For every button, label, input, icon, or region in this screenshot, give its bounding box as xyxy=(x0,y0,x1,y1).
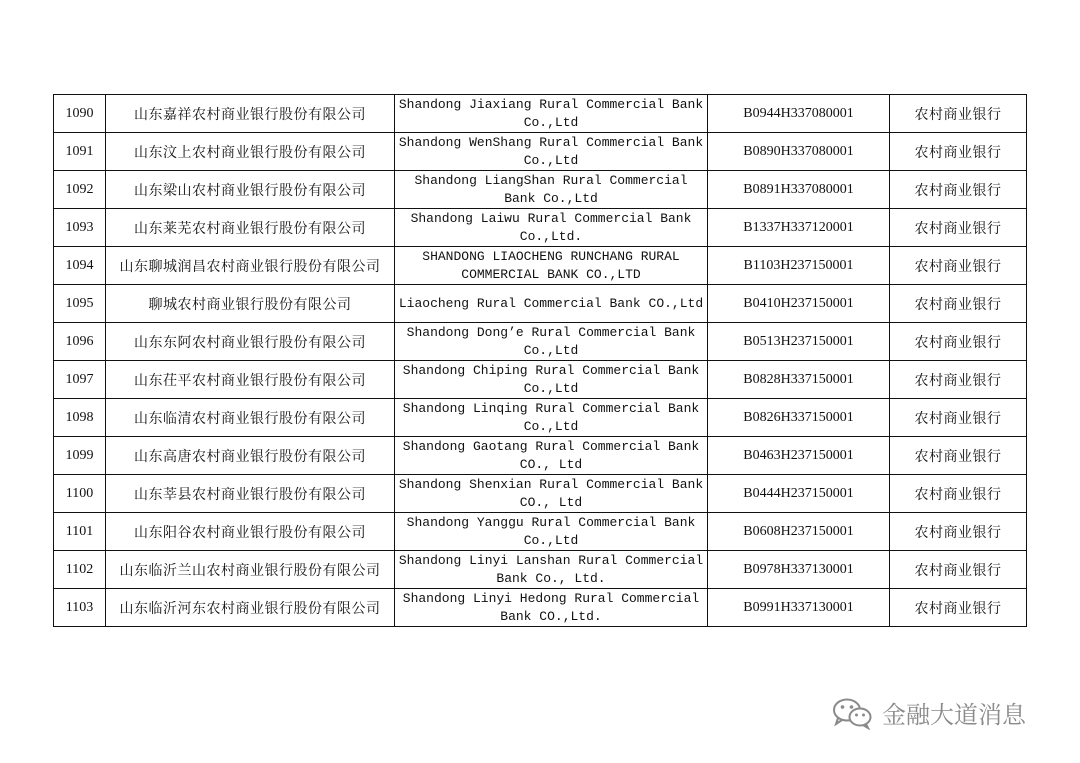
english-name-cell: Shandong WenShang Rural Commercial Bank Co.,Ltd xyxy=(395,133,708,171)
chinese-name-cell: 山东嘉祥农村商业银行股份有限公司 xyxy=(106,95,395,133)
institution-code-cell: B1103H237150001 xyxy=(708,247,890,285)
chinese-name-cell: 山东临沂兰山农村商业银行股份有限公司 xyxy=(106,551,395,589)
table-body xyxy=(54,95,1027,627)
chinese-name-cell: 山东高唐农村商业银行股份有限公司 xyxy=(106,437,395,475)
institution-code-cell: B0608H237150001 xyxy=(708,513,890,551)
english-name-cell: SHANDONG LIAOCHENG RUNCHANG RURAL COMMERCIAL BANK CO.,LTD xyxy=(395,247,708,285)
row-number-cell: 1091 xyxy=(54,133,106,171)
institution-code-cell: B0513H237150001 xyxy=(708,323,890,361)
institution-code-cell: B0890H337080001 xyxy=(708,133,890,171)
institution-type-cell: 农村商业银行 xyxy=(890,133,1027,171)
row-number-cell: 1103 xyxy=(54,589,106,627)
english-name-cell: Shandong LiangShan Rural Commercial Bank Co.,Ltd xyxy=(395,171,708,209)
row-number-cell: 1102 xyxy=(54,551,106,589)
row-number-cell: 1093 xyxy=(54,209,106,247)
chinese-name-cell: 山东梁山农村商业银行股份有限公司 xyxy=(106,171,395,209)
english-name-cell: Shandong Chiping Rural Commercial Bank Co.,Ltd xyxy=(395,361,708,399)
institution-code-cell: B0828H337150001 xyxy=(708,361,890,399)
chinese-name-cell: 山东汶上农村商业银行股份有限公司 xyxy=(106,133,395,171)
institution-code-cell: B0978H337130001 xyxy=(708,551,890,589)
institution-type-cell: 农村商业银行 xyxy=(890,513,1027,551)
table-row xyxy=(54,171,1027,209)
institution-table xyxy=(53,94,1027,627)
institution-type-cell: 农村商业银行 xyxy=(890,399,1027,437)
english-name-cell: Shandong Dong’e Rural Commercial Bank Co.,Ltd xyxy=(395,323,708,361)
table-row xyxy=(54,437,1027,475)
chinese-name-cell: 山东临沂河东农村商业银行股份有限公司 xyxy=(106,589,395,627)
table-row xyxy=(54,209,1027,247)
institution-table-container xyxy=(53,94,1027,627)
wechat-icon xyxy=(830,696,874,730)
table-row xyxy=(54,133,1027,171)
institution-type-cell: 农村商业银行 xyxy=(890,323,1027,361)
institution-code-cell: B1337H337120001 xyxy=(708,209,890,247)
english-name-cell: Shandong Linyi Lanshan Rural Commercial Bank Co., Ltd. xyxy=(395,551,708,589)
chinese-name-cell: 山东聊城润昌农村商业银行股份有限公司 xyxy=(106,247,395,285)
table-row xyxy=(54,361,1027,399)
institution-type-cell: 农村商业银行 xyxy=(890,437,1027,475)
table-row xyxy=(54,551,1027,589)
institution-code-cell: B0410H237150001 xyxy=(708,285,890,323)
institution-type-cell: 农村商业银行 xyxy=(890,589,1027,627)
row-number-cell: 1098 xyxy=(54,399,106,437)
row-number-cell: 1095 xyxy=(54,285,106,323)
institution-type-cell: 农村商业银行 xyxy=(890,209,1027,247)
english-name-cell: Shandong Linyi Hedong Rural Commercial Bank CO.,Ltd. xyxy=(395,589,708,627)
institution-type-cell: 农村商业银行 xyxy=(890,171,1027,209)
chinese-name-cell: 聊城农村商业银行股份有限公司 xyxy=(106,285,395,323)
institution-code-cell: B0891H337080001 xyxy=(708,171,890,209)
institution-type-cell: 农村商业银行 xyxy=(890,475,1027,513)
row-number-cell: 1100 xyxy=(54,475,106,513)
row-number-cell: 1101 xyxy=(54,513,106,551)
institution-type-cell: 农村商业银行 xyxy=(890,285,1027,323)
table-row xyxy=(54,323,1027,361)
chinese-name-cell: 山东莘县农村商业银行股份有限公司 xyxy=(106,475,395,513)
table-row xyxy=(54,589,1027,627)
row-number-cell: 1092 xyxy=(54,171,106,209)
institution-code-cell: B0944H337080001 xyxy=(708,95,890,133)
english-name-cell: Shandong Jiaxiang Rural Commercial Bank Co.,Ltd xyxy=(395,95,708,133)
chinese-name-cell: 山东茌平农村商业银行股份有限公司 xyxy=(106,361,395,399)
institution-type-cell: 农村商业银行 xyxy=(890,551,1027,589)
institution-type-cell: 农村商业银行 xyxy=(890,361,1027,399)
row-number-cell: 1099 xyxy=(54,437,106,475)
watermark xyxy=(830,695,1026,730)
table-row xyxy=(54,399,1027,437)
english-name-cell: Shandong Shenxian Rural Commercial Bank CO., Ltd xyxy=(395,475,708,513)
table-row xyxy=(54,247,1027,285)
table-row xyxy=(54,513,1027,551)
table-row xyxy=(54,95,1027,133)
chinese-name-cell: 山东临清农村商业银行股份有限公司 xyxy=(106,399,395,437)
row-number-cell: 1090 xyxy=(54,95,106,133)
english-name-cell: Shandong Yanggu Rural Commercial Bank Co.,Ltd xyxy=(395,513,708,551)
chinese-name-cell: 山东东阿农村商业银行股份有限公司 xyxy=(106,323,395,361)
english-name-cell: Shandong Gaotang Rural Commercial Bank CO., Ltd xyxy=(395,437,708,475)
institution-type-cell: 农村商业银行 xyxy=(890,95,1027,133)
row-number-cell: 1096 xyxy=(54,323,106,361)
english-name-cell: Liaocheng Rural Commercial Bank CO.,Ltd xyxy=(395,285,708,323)
institution-code-cell: B0444H237150001 xyxy=(708,475,890,513)
institution-code-cell: B0463H237150001 xyxy=(708,437,890,475)
institution-type-cell: 农村商业银行 xyxy=(890,247,1027,285)
table-row xyxy=(54,285,1027,323)
row-number-cell: 1094 xyxy=(54,247,106,285)
institution-code-cell: B0991H337130001 xyxy=(708,589,890,627)
english-name-cell: Shandong Linqing Rural Commercial Bank Co.,Ltd xyxy=(395,399,708,437)
row-number-cell: 1097 xyxy=(54,361,106,399)
english-name-cell: Shandong Laiwu Rural Commercial Bank Co.,Ltd. xyxy=(395,209,708,247)
watermark-text: 金融大道消息 xyxy=(882,701,1026,729)
chinese-name-cell: 山东莱芜农村商业银行股份有限公司 xyxy=(106,209,395,247)
table-row xyxy=(54,475,1027,513)
chinese-name-cell: 山东阳谷农村商业银行股份有限公司 xyxy=(106,513,395,551)
institution-code-cell: B0826H337150001 xyxy=(708,399,890,437)
